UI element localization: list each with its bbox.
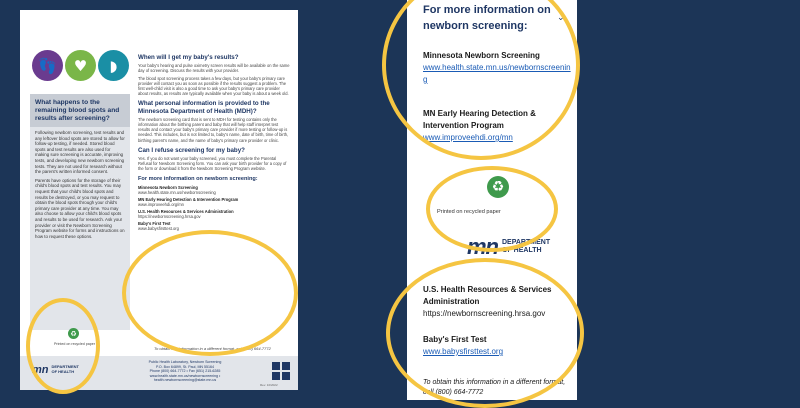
recycle-icon: ♻ — [68, 328, 79, 339]
detail-item-title: MN Early Hearing Detection & Intervention Program — [423, 109, 536, 130]
recycle-text: Printed on recycled paper — [437, 209, 501, 215]
footer-line: Public Health Laboratory, Newborn Screening — [148, 360, 222, 364]
format-note: To obtain this information in a different format, call (800) 664-7772 — [423, 379, 566, 396]
publication-id: Rev. 10/2022 — [260, 383, 278, 387]
info-link[interactable]: www.babysfirsttest.org — [138, 225, 179, 231]
info-title: Baby's First Test — [138, 220, 171, 226]
icon-row — [32, 50, 129, 81]
sidebar-paragraph: Following newborn screening, test results and any leftover blood spots are stored to allow for follow-up testing, if needed. Stored blood spots and test results are also used for making sure screening is accurate, improving tests, and developing new newborn screening tests. They are not used for research without the parent's written informed consent. — [35, 130, 125, 175]
info-link[interactable]: www.health.state.mn.us/newbornscreening — [138, 189, 216, 195]
logo-mn: mn — [32, 364, 49, 376]
highlight-circle-info — [122, 230, 298, 356]
section-heading: What personal information is provided to the Minnesota Department of Health (MDH)? — [138, 100, 270, 115]
detail-item-link[interactable]: www.health.state.mn.us/newbornscreening — [423, 63, 571, 84]
section-heading: When will I get my baby's results? — [138, 54, 239, 61]
heart-icon: ♥ — [65, 50, 96, 81]
logo-dept-line: OF HEALTH — [51, 369, 75, 374]
sidebar-paragraph: Parents have options for the storage of their child's blood spots and test results. You may request that your child's blood spots and results be destroyed, or you may request to obtain the blood spots through your child's primary care provider at any time. You may also choose to allow your child's blood spots and results to be used for research. Ask your provider or visit the Newborn Screening Program website for forms and instructions on how to request these options. — [35, 177, 125, 239]
section-paragraph: The newborn screening card that is sent to MDH for testing contains only the information about the birthing parent and baby that will help staff interpret test results and contact your baby's primary care provider if more testing or follow-up is needed. This includes, but is not limited to, baby's name, date of birth, time of birth, birthing parent's name, and the name of baby's primary care provider or clinic. — [138, 116, 289, 143]
info-link[interactable]: www.improveehdi.org/mn — [138, 201, 184, 207]
detail-item-link[interactable]: https://newbornscreening.hrsa.gov — [423, 309, 546, 318]
footprint-icon: 👣 — [32, 50, 63, 81]
footer-line: P.O. Box 64899, St. Paul, MN 55164 — [155, 364, 215, 369]
logo-dept-line: DEPARTMENT — [51, 364, 79, 370]
info-title: U.S. Health Resources & Services Administration — [138, 208, 234, 214]
format-note: To obtain this information in a different format, call (800) 664-7772 — [154, 346, 271, 351]
detail-item-title: U.S. Health Resources & Services Administration — [423, 285, 552, 306]
highlight-circle-links-detail — [386, 258, 584, 408]
section-paragraph: Your baby's hearing and pulse oximetry screen results will be available on the same day of screening. Discuss the results with your provider. — [138, 63, 290, 74]
section-heading: Can I refuse screening for my baby? — [138, 146, 245, 154]
youtube-icon[interactable] — [272, 372, 280, 380]
footer-line: Phone (800) 664-7772 • Fax (651) 215-6285 — [149, 369, 221, 373]
info-heading: For more information on newborn screening: — [138, 175, 258, 182]
detail-item-link[interactable]: www.improveehdi.org/mn — [423, 133, 513, 142]
info-title: Minnesota Newborn Screening — [138, 184, 198, 190]
chevron-down-icon: ⌄ — [557, 13, 565, 23]
logo-dept-line: OF HEALTH — [502, 247, 542, 254]
detail-item-link[interactable]: www.babysfirsttest.org — [423, 347, 504, 356]
footer-line: www.health.state.mn.us/newbornscreening • health.newbornscreening@state.mn.us — [149, 373, 221, 382]
detail-item-title: Minnesota Newborn Screening — [423, 51, 540, 60]
info-title: MN Early Hearing Detection & Intervention Program — [138, 196, 239, 202]
social-icons — [272, 362, 290, 380]
info-link[interactable]: https://newbornscreening.hrsa.gov — [138, 213, 201, 219]
section-paragraph: The blood spot screening process takes a few days, but your baby's primary care provider will contact you as soon as possible if the results suggest a problem. The first well-child visit is also a good time to ask your baby's primary care provider about results, as results are typically available when your baby is about a week old. — [138, 75, 289, 97]
highlight-circle-logo — [26, 298, 100, 394]
recycle-icon: ♻ — [487, 176, 509, 198]
linkedin-icon[interactable] — [282, 372, 290, 380]
ear-icon: ◗ — [98, 50, 129, 81]
detail-item-title: Baby's First Test — [423, 335, 487, 344]
section-paragraph: Yes. If you do not want your baby screened, you must complete the Parental Refusal for Newborn Screening form. You can ask your birth provider for a copy of the form or download it from the Newborn Screening Program website. — [138, 156, 287, 172]
detail-heading: For more information on newborn screening: — [423, 4, 551, 32]
sidebar-heading: What happens to the remaining blood spots and results after screening? — [30, 94, 130, 127]
sidebar-box — [30, 94, 130, 330]
highlight-circle-recycle-detail — [426, 166, 558, 252]
info-section — [138, 176, 290, 231]
footer-address — [120, 360, 250, 383]
facebook-icon[interactable] — [272, 362, 280, 370]
logo-mn: mn — [467, 234, 498, 259]
main-column — [138, 50, 290, 233]
twitter-icon[interactable] — [282, 362, 290, 370]
recycle-text: Printed on recycled paper — [54, 342, 95, 346]
logo-dept-line: DEPARTMENT — [502, 239, 551, 246]
